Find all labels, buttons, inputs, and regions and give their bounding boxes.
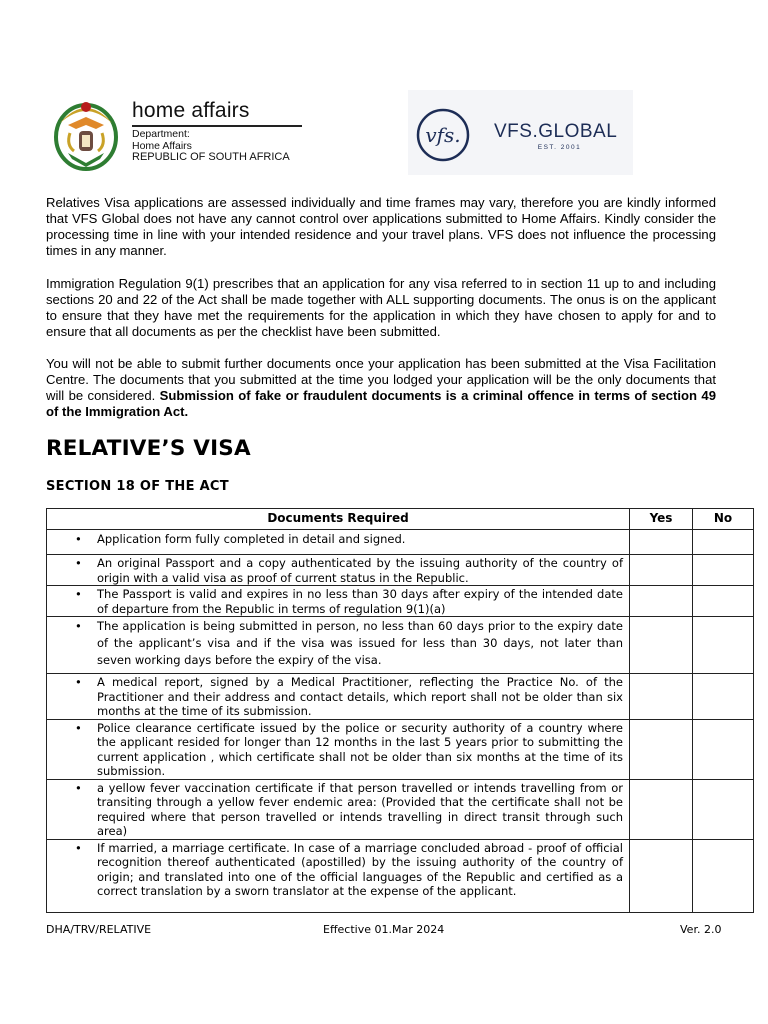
dha-divider (132, 125, 302, 127)
dha-subtitle (132, 129, 290, 164)
no-checkbox-cell[interactable] (693, 839, 754, 912)
list-item (47, 586, 629, 616)
document-text: Police clearance certificate issued by the police or security authority of a country where the applicant resided for longer than 12 months in the last 5 years prior to submitting the current application , which certificate shall not be older than six months at the time of its submission. (97, 720, 623, 778)
header-yes: Yes (630, 509, 693, 530)
yes-checkbox-cell[interactable] (630, 530, 693, 555)
document-cell (47, 674, 630, 720)
document-text: A medical report, signed by a Medical Practitioner, reflecting the Practice No. of the Practitioner and their address and contact details, which report shall not be older than six months at the time of its submission. (97, 675, 623, 718)
header-no: No (693, 509, 754, 530)
table-row (47, 530, 754, 555)
bullet: • (75, 619, 82, 633)
table-row (47, 617, 754, 674)
list-item (47, 555, 629, 585)
dha-line-home-affairs: Home Affairs (132, 139, 192, 152)
bullet: • (75, 532, 82, 546)
bullet: • (75, 587, 82, 601)
bullet: • (75, 840, 82, 855)
home-affairs-logo (46, 93, 308, 173)
yes-checkbox-cell[interactable] (630, 586, 693, 617)
intro-paragraph-1: Relatives Visa applications are assessed individually and time frames may vary, therefore you are kindly informed that VFS Global does not have any cannot control over applications submitted to Home Affairs. Kindly consider the processing time in line with your intended residence and your travel plans. VFS does not influence the processing times in any manner. (46, 195, 716, 258)
yes-checkbox-cell[interactable] (630, 719, 693, 779)
table-row (47, 839, 754, 912)
no-checkbox-cell[interactable] (693, 530, 754, 555)
table-row (47, 586, 754, 617)
dha-title: home affairs (132, 99, 250, 122)
yes-checkbox-cell[interactable] (630, 555, 693, 586)
dha-line-republic: REPUBLIC OF SOUTH AFRICA (132, 151, 290, 163)
intro-paragraph-3-text: You will not be able to submit further documents once your application has been submitted at the Visa Facilitation Centre. The documents that you submitted at the time you lodged your application will be the only documents that will be considered. (46, 356, 716, 403)
vfs-name: VFS.GLOBAL (494, 121, 618, 142)
list-item (47, 840, 629, 899)
list-item (47, 617, 629, 669)
bullet: • (75, 780, 82, 795)
document-text: The application is being submitted in person, no less than 60 days prior to the expiry date of the applicant’s visa and if the visa was issued for less than 30 days, not later than seven working days before the expiry of the visa. (97, 619, 623, 667)
table-row (47, 555, 754, 586)
document-text: An original Passport and a copy authenticated by the issuing authority of the country of origin with a valid visa as proof of current status in the Republic. (97, 556, 623, 585)
document-text: Application form fully completed in detail and signed. (97, 532, 406, 546)
table-row (47, 719, 754, 779)
footer-document-code: DHA/TRV/RELATIVE (46, 923, 152, 936)
document-text: The Passport is valid and expires in no less than 30 days after expiry of the intended date of departure from the Republic in terms of regulation 9(1)(a) (97, 587, 623, 616)
document-text: If married, a marriage certificate. In case of a marriage concluded abroad - proof of official recognition thereof authenticated (apostilled) by the issuing authority of the country of origin; and translated into one of the official languages of the Republic and certified as a correct translation by a sworn translator at the expense of the applicant. (97, 840, 623, 898)
page-title: RELATIVE’S VISA (46, 436, 251, 461)
document-cell (47, 839, 630, 912)
coat-of-arms-icon (46, 93, 126, 173)
vfs-circle-icon (415, 107, 471, 163)
no-checkbox-cell[interactable] (693, 674, 754, 720)
footer-effective-date: Effective 01.Mar 2024 (323, 923, 445, 936)
yes-checkbox-cell[interactable] (630, 779, 693, 839)
list-item (47, 674, 629, 719)
section-title: SECTION 18 OF THE ACT (46, 479, 229, 494)
fraud-warning: Submission of fake or fraudulent documents is a criminal offence in terms of section 49 of the Immigration Act. (46, 388, 716, 419)
dha-line-department: Department: (132, 128, 190, 140)
bullet: • (75, 556, 82, 570)
no-checkbox-cell[interactable] (693, 779, 754, 839)
footer-version: Ver. 2.0 (680, 923, 722, 936)
document-cell (47, 530, 630, 555)
yes-checkbox-cell[interactable] (630, 839, 693, 912)
no-checkbox-cell[interactable] (693, 617, 754, 674)
documents-checklist-table (46, 508, 754, 913)
no-checkbox-cell[interactable] (693, 555, 754, 586)
document-cell (47, 719, 630, 779)
list-item (47, 720, 629, 779)
document-cell (47, 617, 630, 674)
header-documents-required: Documents Required (47, 509, 630, 530)
document-cell (47, 555, 630, 586)
bullet: • (75, 675, 82, 689)
list-item (47, 530, 629, 547)
table-row (47, 674, 754, 720)
document-text: a yellow fever vaccination certificate if that person travelled or intends travelling from or transiting through a yellow fever endemic area: (Provided that the certificate shall not be required where that person travelled or intends travelling in direct transit through such area) (97, 780, 623, 838)
list-item (47, 780, 629, 839)
vfs-mark: vfs. (425, 123, 461, 147)
table-row (47, 779, 754, 839)
intro-paragraph-3 (46, 356, 716, 420)
yes-checkbox-cell[interactable] (630, 674, 693, 720)
yes-checkbox-cell[interactable] (630, 617, 693, 674)
no-checkbox-cell[interactable] (693, 719, 754, 779)
no-checkbox-cell[interactable] (693, 586, 754, 617)
intro-paragraph-2: Immigration Regulation 9(1) prescribes that an application for any visa referred to in section 11 up to and including sections 20 and 22 of the Act shall be made together with ALL supporting documents. The onus is on the applicant to ensure that they have met the requirements for the application in which they have chosen to apply for and to ensure that all documents as per the checklist have been submitted. (46, 276, 716, 339)
vfs-global-logo (408, 90, 633, 175)
document-cell (47, 779, 630, 839)
table-header-row (47, 509, 754, 530)
bullet: • (75, 720, 82, 735)
vfs-established: EST. 2001 (537, 144, 582, 151)
document-cell (47, 586, 630, 617)
